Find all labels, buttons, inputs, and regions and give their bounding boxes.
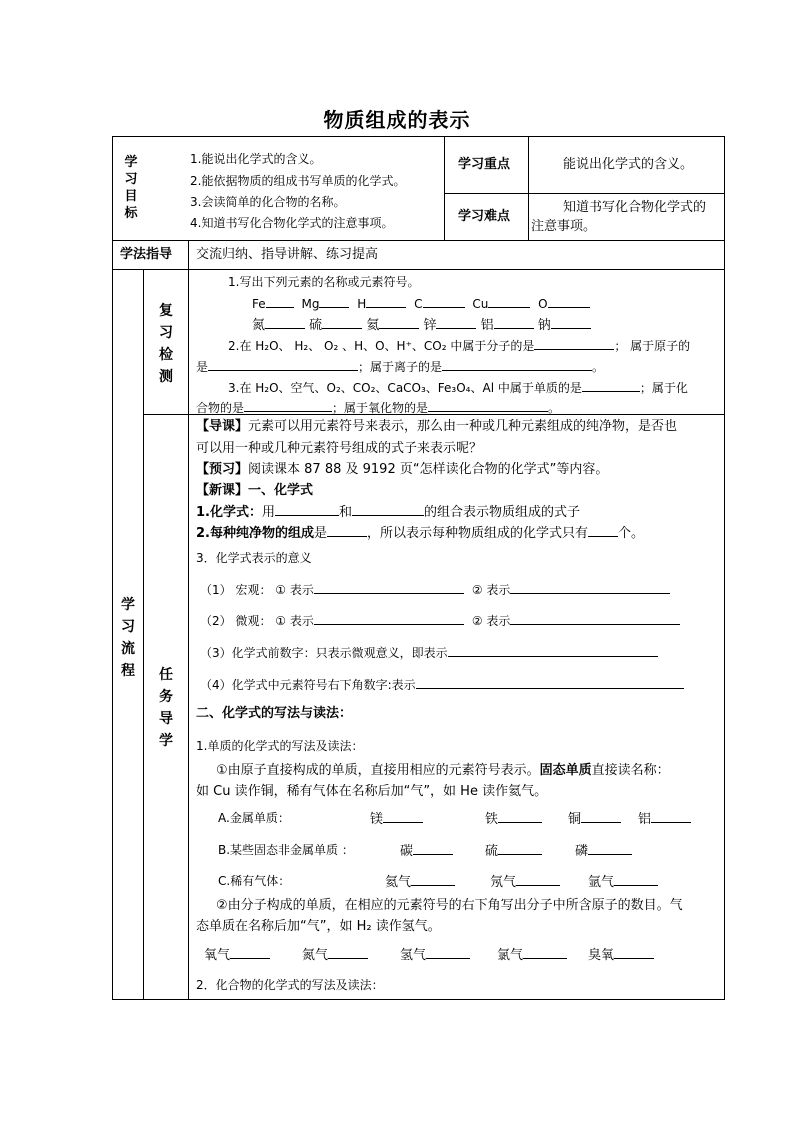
col-divider xyxy=(444,136,445,240)
goal-item: 2.能依据物质的组成书写单质的化学式。 xyxy=(190,174,406,188)
key-point-label: 学习重点 xyxy=(458,157,511,172)
col-divider xyxy=(188,240,189,1000)
micro-line: （2） 微观： ① 表示 ② 表示 xyxy=(200,611,680,630)
row-divider xyxy=(112,269,725,270)
page-title: 物质组成的表示 xyxy=(323,108,471,132)
worksheet-table xyxy=(112,136,725,1000)
metal-blank: 镁 xyxy=(370,809,423,829)
new-lesson-heading: 【新课】一、化学式 xyxy=(196,483,314,498)
review-q3-cont: 合物的是 ；属于氧化物的是 。 xyxy=(196,398,560,417)
goal-item: 1.能说出化学式的含义。 xyxy=(190,152,322,166)
gas-blank: 氧气 xyxy=(204,945,270,965)
review-q1: 1.写出下列元素的名称或元素符号。 xyxy=(228,275,420,289)
intro-line: 可以用一种或几种元素符号组成的式子来表示呢？ xyxy=(196,441,483,456)
difficulty-text: 知道书写化合物化学式的 xyxy=(563,200,707,215)
goal-item: 3.会读简单的化合物的名称。 xyxy=(190,195,346,209)
composition-line: 2.每种纯净物的组成是 ，所以表示每种物质组成的化学式只有 个。 xyxy=(196,523,644,543)
review-q3: 3.在 H₂O、空气、O₂、CO₂、CaCO₃、Fe₃O₄、Al 中属于单质的是 ；属于化 xyxy=(228,378,688,397)
gas-blank: 氮气 xyxy=(302,945,368,965)
gas-blank: 氢气 xyxy=(400,945,470,965)
method-label: 学法指导 xyxy=(120,247,173,262)
review-q2: 2.在 H₂O、 H₂、 O₂ 、H、O、H⁺、CO₂ 中属于分子的是 ； 属于原子的 xyxy=(228,336,690,355)
row-divider xyxy=(112,240,725,241)
subscript-line: （4）化学式中元素符号右下角数字:表示 xyxy=(200,675,684,694)
gas-blank: 臭氧 xyxy=(588,945,654,965)
atom-line: 如 Cu 读作铜，稀有气体在名称后加“气”，如 He 读作氦气。 xyxy=(196,784,548,799)
noble-blank: 氩气 xyxy=(588,872,658,892)
metal-label: A.金属单质： xyxy=(218,811,290,825)
metal-blank: 铝 xyxy=(638,809,691,829)
nonmetal-label: B.某些固态非金属单质 ： xyxy=(218,843,354,857)
definition-line: 1.化学式：用 和 的组合表示物质组成的式子 xyxy=(196,502,580,522)
nonmetal-blank: 硫 xyxy=(485,841,542,861)
noble-blank: 氦气 xyxy=(385,872,455,892)
review-q2-cont: 是 ；属于离子的是 。 xyxy=(196,357,604,376)
macro-line: （1） 宏观： ① 表示 ② 表示 xyxy=(200,580,670,599)
preview-line: 【预习】阅读课本 87 88 及 9192 页“怎样读化合物的化学式”等内容。 xyxy=(196,462,609,477)
gas-blank: 氯气 xyxy=(497,945,567,965)
row-divider xyxy=(444,193,725,194)
difficulty-label: 学习难点 xyxy=(458,209,511,224)
method-text: 交流归纳、指导讲解、练习提高 xyxy=(196,247,379,262)
molecule-line: 态单质在名称后加“气”，如 H₂ 读作氢气。 xyxy=(196,919,441,934)
col-divider xyxy=(143,269,144,1000)
meaning-heading: 3．化学式表示的意义 xyxy=(196,551,312,565)
front-number-line: （3）化学式前数字：只表示微观意义，即表示 xyxy=(200,643,658,662)
nonmetal-blank: 磷 xyxy=(575,841,632,861)
element-subheading: 1.单质的化学式的写法及读法： xyxy=(196,739,364,753)
noble-blank: 氖气 xyxy=(490,872,560,892)
goal-item: 4.知道书写化合物化学式的注意事项。 xyxy=(190,216,394,230)
flow-label: 学 习 流 程 xyxy=(121,597,135,679)
compound-subheading: 2．化合物的化学式的写法及读法： xyxy=(196,978,384,992)
difficulty-text: 注意事项。 xyxy=(531,219,597,234)
goals-label: 学 习 目 标 xyxy=(124,155,138,221)
metal-blank: 铜 xyxy=(568,809,621,829)
symbol-row: Fe Mg H C Cu O xyxy=(252,294,590,313)
intro-line: 【导课】元素可以用元素符号来表示，那么由一种或几种元素组成的纯净物，是否也 xyxy=(196,419,678,434)
molecule-line: ②由分子构成的单质，在相应的元素符号的右下角写出分子中所含原子的数目。气 xyxy=(216,898,683,913)
name-row: 氮 硫 氦 锌 铝 钠 xyxy=(252,315,591,335)
review-label: 复 习 检 测 xyxy=(159,303,173,385)
col-divider xyxy=(528,136,529,240)
metal-blank: 铁 xyxy=(485,809,542,829)
noble-label: C.稀有气体： xyxy=(218,874,291,888)
section-two-heading: 二、化学式的写法与读法： xyxy=(196,706,353,721)
task-label: 任 务 导 学 xyxy=(159,667,173,749)
nonmetal-blank: 碳 xyxy=(400,841,453,861)
key-point-text: 能说出化学式的含义。 xyxy=(563,157,694,172)
atom-line: ①由原子直接构成的单质，直接用相应的元素符号表示。固态单质直接读名称： xyxy=(216,763,670,778)
